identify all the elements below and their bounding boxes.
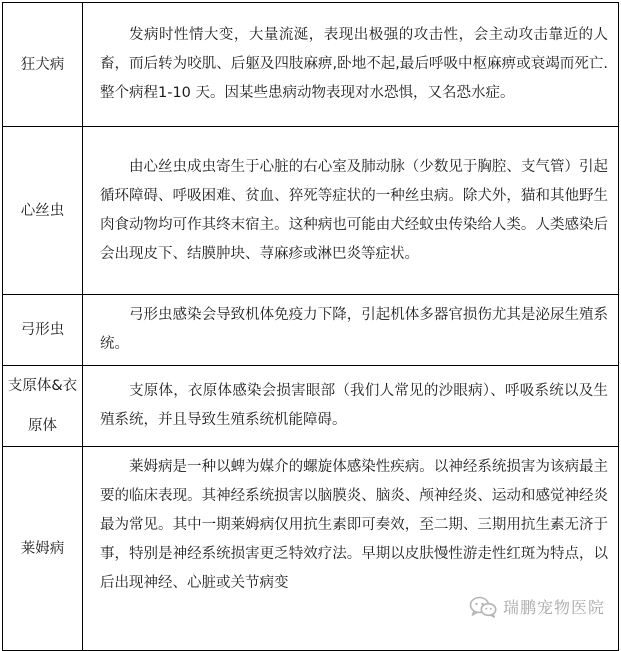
disease-name: 支原体&衣原体	[7, 378, 78, 434]
disease-description-cell	[83, 3, 619, 127]
table-row	[3, 366, 619, 447]
disease-description-cell	[83, 127, 619, 295]
table-row	[3, 127, 619, 295]
disease-description-cell	[83, 447, 619, 651]
disease-name-cell	[3, 447, 83, 651]
disease-table	[2, 2, 619, 651]
disease-name: 心丝虫	[20, 202, 65, 219]
disease-description: 莱姆病是一种以蜱为媒介的螺旋体感染性疾病。以神经系统损害为该病最主要的临床表现。其神经系统损害以脑膜炎、脑炎、颅神经炎、运动和感觉神经炎最为常见。其中一期莱姆病仅用抗生素即可奏效，至二期、三期用抗生素无济于事，特别是神经系统损害更乏特效疗法。早期以皮肤慢性游走性红斑为特点，以后出现神经、心脏或关节病变	[100, 459, 608, 591]
disease-name-cell	[3, 127, 83, 295]
disease-name-cell	[3, 366, 83, 447]
table-row	[3, 3, 619, 127]
disease-name-cell	[3, 295, 83, 366]
table-row	[3, 295, 619, 366]
disease-name-cell	[3, 3, 83, 127]
disease-description: 由心丝虫成虫寄生于心脏的右心室及肺动脉（少数见于胸腔、支气管）引起循环障碍、呼吸困难、贫血、猝死等症状的一种丝虫病。除犬外，猫和其他野生肉食动物均可作其终末宿主。这种病也可能由犬经蚊虫传染给人类。人类感染后会出现皮下、结膜肿块、荨麻疹或淋巴炎等症状。	[100, 158, 608, 262]
table-row	[3, 447, 619, 651]
disease-name: 莱姆病	[20, 540, 65, 557]
disease-name: 狂犬病	[20, 56, 65, 73]
disease-description: 支原体，衣原体感染会损害眼部（我们人常见的沙眼病）、呼吸系统以及生殖系统，并且导致生殖系统机能障碍。	[100, 383, 608, 428]
disease-name: 弓形虫	[20, 322, 65, 338]
watermark	[469, 595, 605, 618]
disease-description-cell	[83, 295, 619, 366]
disease-description-cell	[83, 366, 619, 447]
disease-description: 弓形虫感染会导致机体免疫力下降，引起机体多器官损伤尤其是泌尿生殖系统。	[100, 307, 608, 352]
wechat-icon	[469, 596, 497, 618]
watermark-text: 瑞鹏宠物医院	[502, 598, 605, 617]
disease-description: 发病时性情大变，大量流涎，表现出极强的攻击性，会主动攻击靠近的人畜，而后转为咬肌、后躯及四肢麻痹,卧地不起,最后呼吸中枢麻痹或衰竭而死亡.整个病程1-10 天。因某些患病动物表现对水恐惧，又名恐水症。	[100, 27, 608, 101]
